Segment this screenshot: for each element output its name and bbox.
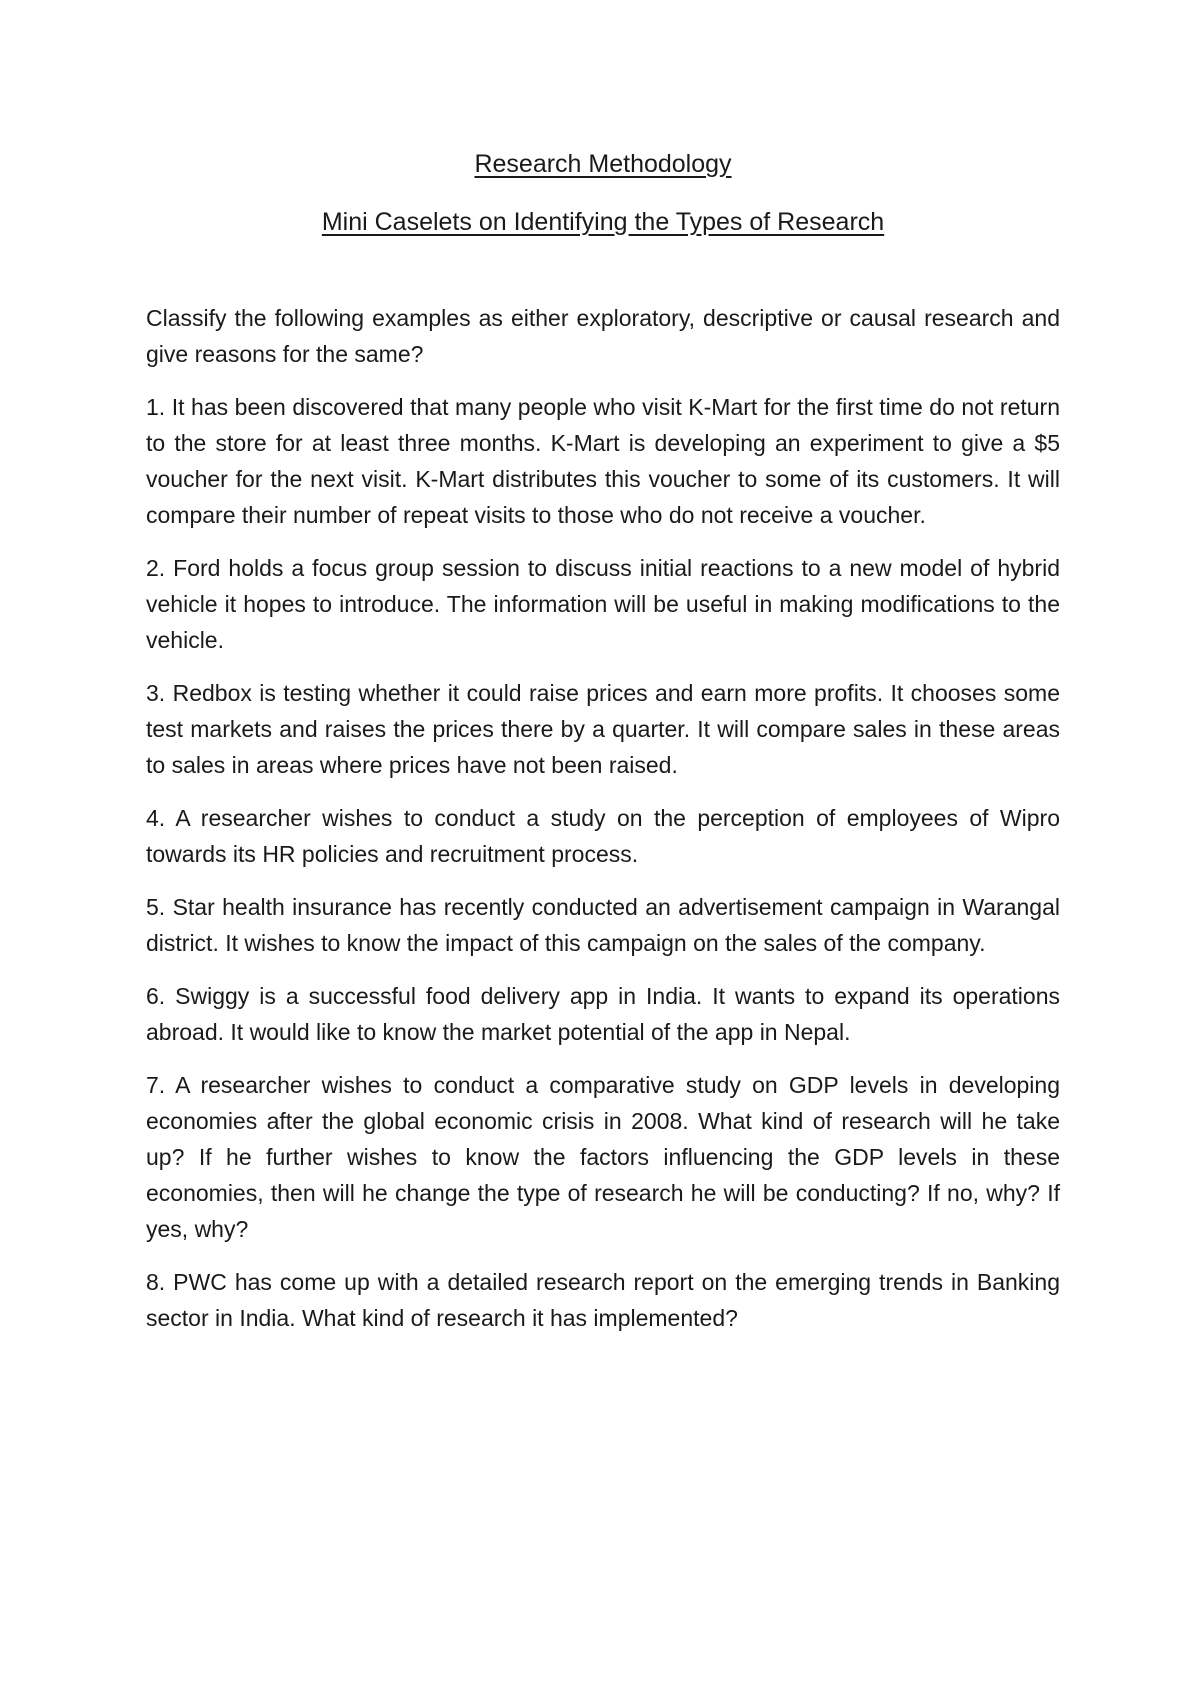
question-4: 4. A researcher wishes to conduct a study on the perception of employees of Wipro towards its HR policies and recruitment process. xyxy=(146,805,1060,867)
question-3: 3. Redbox is testing whether it could raise prices and earn more profits. It chooses some test markets and raises the prices there by a quarter. It will compare sales in these areas to sales in areas where prices have not been raised. xyxy=(146,680,1060,778)
document-title: Research Methodology xyxy=(474,150,732,178)
question-7: 7. A researcher wishes to conduct a comparative study on GDP levels in developing economies after the global economic crisis in 2008. What kind of research will he take up? If he further wishes to know the factors influencing the GDP levels in these economies, then will he change the type of research he will be conducting? If no, why? If yes, why? xyxy=(146,1072,1060,1242)
question-2: 2. Ford holds a focus group session to discuss initial reactions to a new model of hybrid vehicle it hopes to introduce. The information will be useful in making modifications to the vehicle. xyxy=(146,555,1060,653)
document-content xyxy=(146,146,1060,1336)
question-8: 8. PWC has come up with a detailed research report on the emerging trends in Banking sector in India. What kind of research it has implemented? xyxy=(146,1269,1060,1331)
question-1: 1. It has been discovered that many people who visit K-Mart for the first time do not return to the store for at least three months. K-Mart is developing an experiment to give a $5 voucher for the next visit. K-Mart distributes this voucher to some of its customers. It will compare their number of repeat visits to those who do not receive a voucher. xyxy=(146,394,1060,528)
question-6: 6. Swiggy is a successful food delivery app in India. It wants to expand its operations abroad. It would like to know the market potential of the app in Nepal. xyxy=(146,983,1060,1045)
document-subtitle: Mini Caselets on Identifying the Types of Research xyxy=(321,208,885,236)
question-5: 5. Star health insurance has recently conducted an advertisement campaign in Warangal district. It wishes to know the impact of this campaign on the sales of the company. xyxy=(146,894,1060,956)
instructions-paragraph: Classify the following examples as either exploratory, descriptive or causal research and give reasons for the same? xyxy=(146,305,1060,367)
